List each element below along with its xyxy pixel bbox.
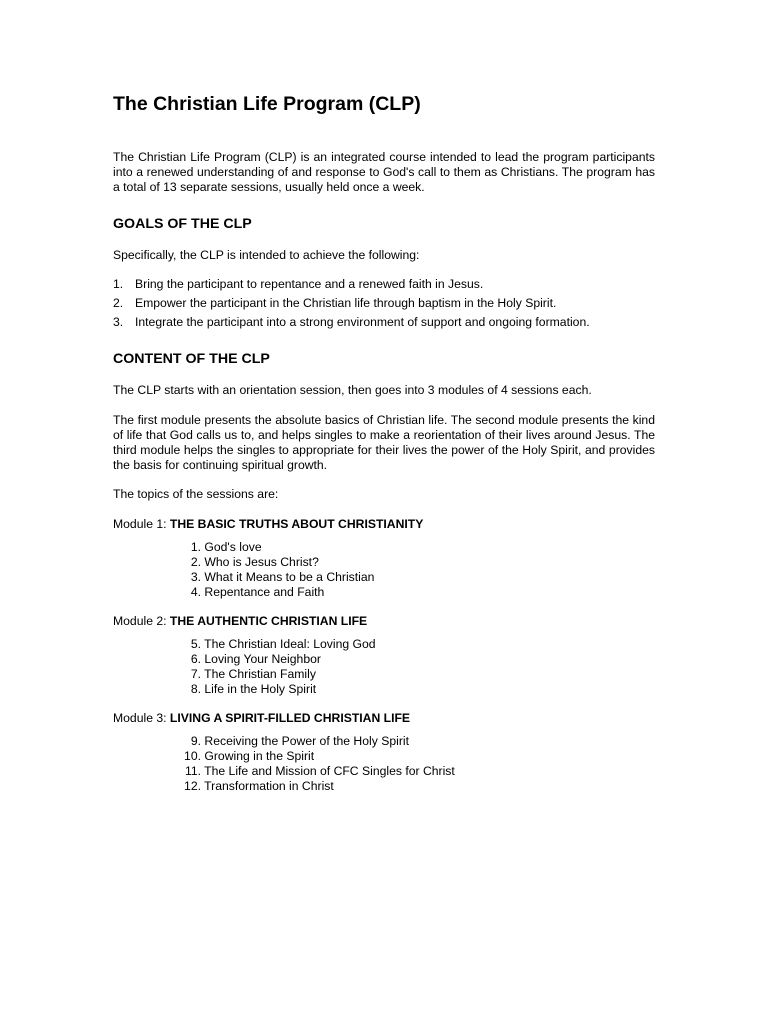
goal-number: 3. (113, 315, 124, 329)
session-title: Receiving the Power of the Holy Spirit (204, 734, 409, 748)
module-label: Module 3: (113, 711, 170, 725)
goals-lead: Specifically, the CLP is intended to achieve the following: (113, 248, 420, 262)
session-item (113, 570, 513, 585)
document-title: The Christian Life Program (CLP) (113, 93, 421, 115)
session-title: Life in the Holy Spirit (204, 682, 317, 696)
module-label: Module 2: (113, 614, 170, 628)
module-heading (113, 614, 367, 629)
module-name: LIVING A SPIRIT-FILLED CHRISTIAN LIFE (169, 711, 411, 725)
session-number: 4. (190, 585, 201, 599)
session-number: 10. (184, 749, 201, 763)
session-title: The Christian Ideal: Loving God (204, 637, 376, 651)
session-title: Growing in the Spirit (204, 749, 315, 763)
session-number: 5. (190, 637, 201, 651)
session-item (113, 749, 513, 764)
goal-item (113, 296, 655, 311)
session-number: 2. (190, 555, 201, 569)
session-number: 9. (190, 734, 201, 748)
content-paragraph-1: The CLP starts with an orientation session, then goes into 3 modules of 4 sessions each. (113, 383, 592, 397)
goal-item (113, 277, 655, 292)
module-name: THE BASIC TRUTHS ABOUT CHRISTIANITY (169, 517, 424, 531)
session-title: God's love (204, 540, 262, 554)
session-item (113, 555, 513, 570)
session-title: The Christian Family (204, 667, 316, 681)
session-title: What it Means to be a Christian (204, 570, 375, 584)
goal-number: 2. (113, 296, 124, 310)
session-number: 3. (190, 570, 201, 584)
content-heading: CONTENT OF THE CLP (113, 351, 270, 367)
session-title: Loving Your Neighbor (204, 652, 321, 666)
session-item (113, 764, 513, 779)
module-heading (113, 711, 410, 726)
session-number: 1. (190, 540, 201, 554)
session-item (113, 585, 513, 600)
session-item (113, 734, 513, 749)
session-item (113, 682, 513, 697)
goals-heading: GOALS OF THE CLP (113, 216, 252, 232)
goal-text: Empower the participant in the Christian life through baptism in the Holy Spirit. (135, 296, 557, 310)
goal-item (113, 315, 655, 330)
session-title: Transformation in Christ (204, 779, 334, 793)
content-paragraph-3: The topics of the sessions are: (113, 487, 279, 501)
module-name: THE AUTHENTIC CHRISTIAN LIFE (169, 614, 368, 628)
module-heading (113, 517, 423, 532)
session-title: Repentance and Faith (204, 585, 325, 599)
goal-number: 1. (113, 277, 124, 291)
session-title: Who is Jesus Christ? (204, 555, 319, 569)
session-item (113, 540, 513, 555)
session-item (113, 667, 513, 682)
intro-paragraph: The Christian Life Program (CLP) is an integrated course intended to lead the program participants into a renewed understanding of and response to God's call to them as Christians. The program has a total of 13 separate sessions, usually held once a week. (113, 150, 655, 194)
session-number: 11. (184, 764, 201, 778)
session-title: The Life and Mission of CFC Singles for Christ (204, 764, 455, 778)
session-number: 7. (190, 667, 201, 681)
goal-text: Bring the participant to repentance and a renewed faith in Jesus. (135, 277, 484, 291)
goal-text: Integrate the participant into a strong environment of support and ongoing formation. (135, 315, 590, 329)
session-number: 8. (190, 682, 201, 696)
session-item (113, 637, 513, 652)
session-item (113, 779, 513, 794)
session-item (113, 652, 513, 667)
content-paragraph-2: The first module presents the absolute basics of Christian life. The second module presents the kind of life that God calls us to, and helps singles to make a reorientation of their lives around Jesus. The third module helps the singles to appropriate for their lives the power of the Holy Spirit, and provides the basis for continuing spiritual growth. (113, 413, 655, 472)
session-number: 6. (190, 652, 201, 666)
module-label: Module 1: (113, 517, 170, 531)
session-number: 12. (184, 779, 201, 793)
